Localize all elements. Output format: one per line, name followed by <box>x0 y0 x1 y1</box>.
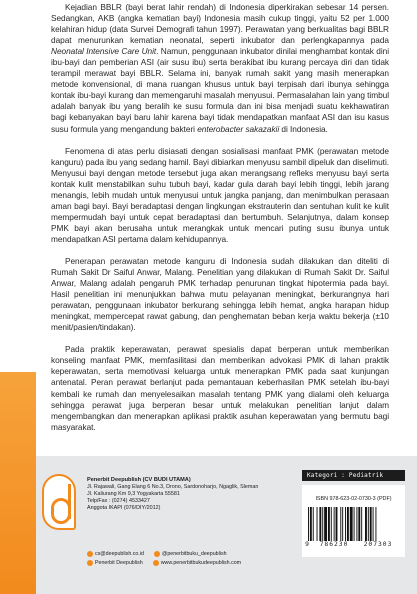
publisher-info <box>87 477 302 512</box>
emphasis-nicu: Neonatal Intensive Care Unit <box>51 46 157 57</box>
facebook-contact[interactable]: Penerbit Deepublish <box>87 559 143 568</box>
barcode-group-2: 207303 <box>363 541 393 548</box>
paragraph-1: Kejadian BBLR (bayi berat lahir rendah) di Indonesia diperkirakan sebesar 14 persen. Sedangkan, AKB (angka kematian bayi) Indonesia masih cukup tinggi, yaitu 52 per 1.000 kelahiran hidup (data Survei Demografi tahun 1997). Perawatan yang berkualitas bagi BBLR dapat menurunkan kematian neonatal, seperti inkubator dan perlengkapannya pada Neonatal Intensive Care Unit. Namun, penggunaan inkubator dinilai menghambat kontak dini ibu-bayi dan pemberian ASI (air susu ibu) serta berakibat ibu kurang percaya diri dan tidak terampil merawat bayi BBLR. Selama ini, banyak rumah sakit yang masih menerapkan metode konvensional, di mana ruangan khusus untuk bayi terpisah dari ibunya sehingga kontak ibu-bayi kurang dan memengaruhi masalah menyusui. Permasalahan lain yang timbul adalah banyak ibu yang beralih ke susu formula dan ini bisa menjadi suatu kekhawatiran bagi kebanyakan bayi baru lahir karena bayi tidak mendapatkan manfaat ASI dan isu kasus susu formula yang mengandung bakteri enterobacter sakazakii di Indonesia. <box>51 2 389 134</box>
publisher-address-2: Jl. Kaliurang Km 9,3 Yogyakarta 55581 <box>87 491 180 497</box>
orange-side-bar <box>0 372 36 594</box>
barcode-lead-digit: 9 <box>305 541 309 548</box>
paragraph-4: Pada praktik keperawatan, perawat spesialis dapat berperan untuk memberikan konseling manfaat PMK, memfasilitasi dan memberikan advokasi PMK di lahan praktik keperawatan, serta memotivasi keluarga untuk menerapkan PMK pada saat kunjungan antenatal. Peran perawat berlanjut pada pemantauan keberhasilan PMK setelah ibu-bayi kembali ke rumah dan menyelesaikan masalah tentang PMK yang dialami oleh keluarga sehingga perawat juga berperan besar untuk melakukan penelitian lanjut dalam mengembangkan dan menerapkan aplikasi praktik asuhan keperawatan yang bermutu bagi masyarakat. <box>51 344 389 432</box>
paragraph-3: Penerapan perawatan metode kanguru di Indonesia sudah dilakukan dan diteliti di Rumah Sakit Dr Saiful Anwar, Malang. Penelitian yang dilakukan di Rumah Sakit Dr. Saiful Anwar, Malang adalah pengaruh PMK terhadap penurunan tingkat hipotermia pada bayi. Hasil penelitian ini menunjukkan bahwa mutu pelayanan meningkat, berkurangnya hari perawatan, penggunaan inkubator berkurang sehingga lebih hemat, angka harapan hidup meningkat, mempercepat rawat gabung, dan penghematan beban kerja waktu bekerja (±10 menit/pasien/tindakan). <box>51 255 389 333</box>
barcode-digits <box>302 541 405 548</box>
publisher-section <box>0 372 417 594</box>
publisher-address-1: Jl. Rajawali, Gang Elang 6 No.3, Drono, Sardonoharjo, Ngaglik, Sleman <box>87 484 259 490</box>
isbn-text: ISBN 978-623-02-0730-3 (PDF) <box>315 496 392 502</box>
barcode-box <box>302 485 405 557</box>
barcode-bars <box>308 507 400 541</box>
email-contact[interactable]: cs@deepublish.co.id <box>87 550 144 559</box>
deepublish-logo-icon <box>42 474 76 530</box>
publisher-socials <box>87 550 302 567</box>
category-label: Kategori : Pediatrik <box>302 470 405 481</box>
email-icon <box>87 551 93 557</box>
emphasis-bacteria: enterobacter sakazakii <box>197 123 280 134</box>
publisher-member: Anggota IKAPI (076/DIY/2012) <box>87 505 161 511</box>
instagram-contact[interactable]: @penerbitbuku_deepublish <box>154 550 227 559</box>
paragraph-2: Fenomena di atas perlu disiasati dengan sosialisasi manfaat PMK (perawatan metode kanguru) pada ibu yang sedang hamil. Bayi dibiarkan menyusu sambil dipeluk dan diselimuti. Menyusui bayi dengan metode tersebut juga akan merangsang refleks menyusu bayi serta kontak kulit menstabilkan suhu tubuh bayi, kadar gula darah bayi lebih tinggi, lebih jarang menangis, lebih mudah untuk menyusui untuk jangka panjang, dan menimbulkan perasaan aman bagi bayi. Bayi beradaptasi dengan lingkungan ekstrauterin dan sentuhan kulit ke kulit mempermudah bayi untuk cepat beradaptasi dan bertumbuh. Selanjutnya, dalam konsep PMK bayi akan berusaha untuk merangkak untuk mencari puting susu ibunya untuk mendapatkan ASI pertama dalam kehidupannya. <box>51 145 389 244</box>
publisher-name: Penerbit Deepublish (CV BUDI UTAMA) <box>87 477 191 483</box>
facebook-icon <box>87 560 93 566</box>
publisher-phone: Telp/Fax : (0274) 4533427 <box>87 498 150 504</box>
globe-icon <box>153 560 159 566</box>
website-contact[interactable]: www.penerbitbukudeepublish.com <box>153 559 241 568</box>
barcode-group-1: 786230 <box>319 541 349 548</box>
instagram-icon <box>154 551 160 557</box>
